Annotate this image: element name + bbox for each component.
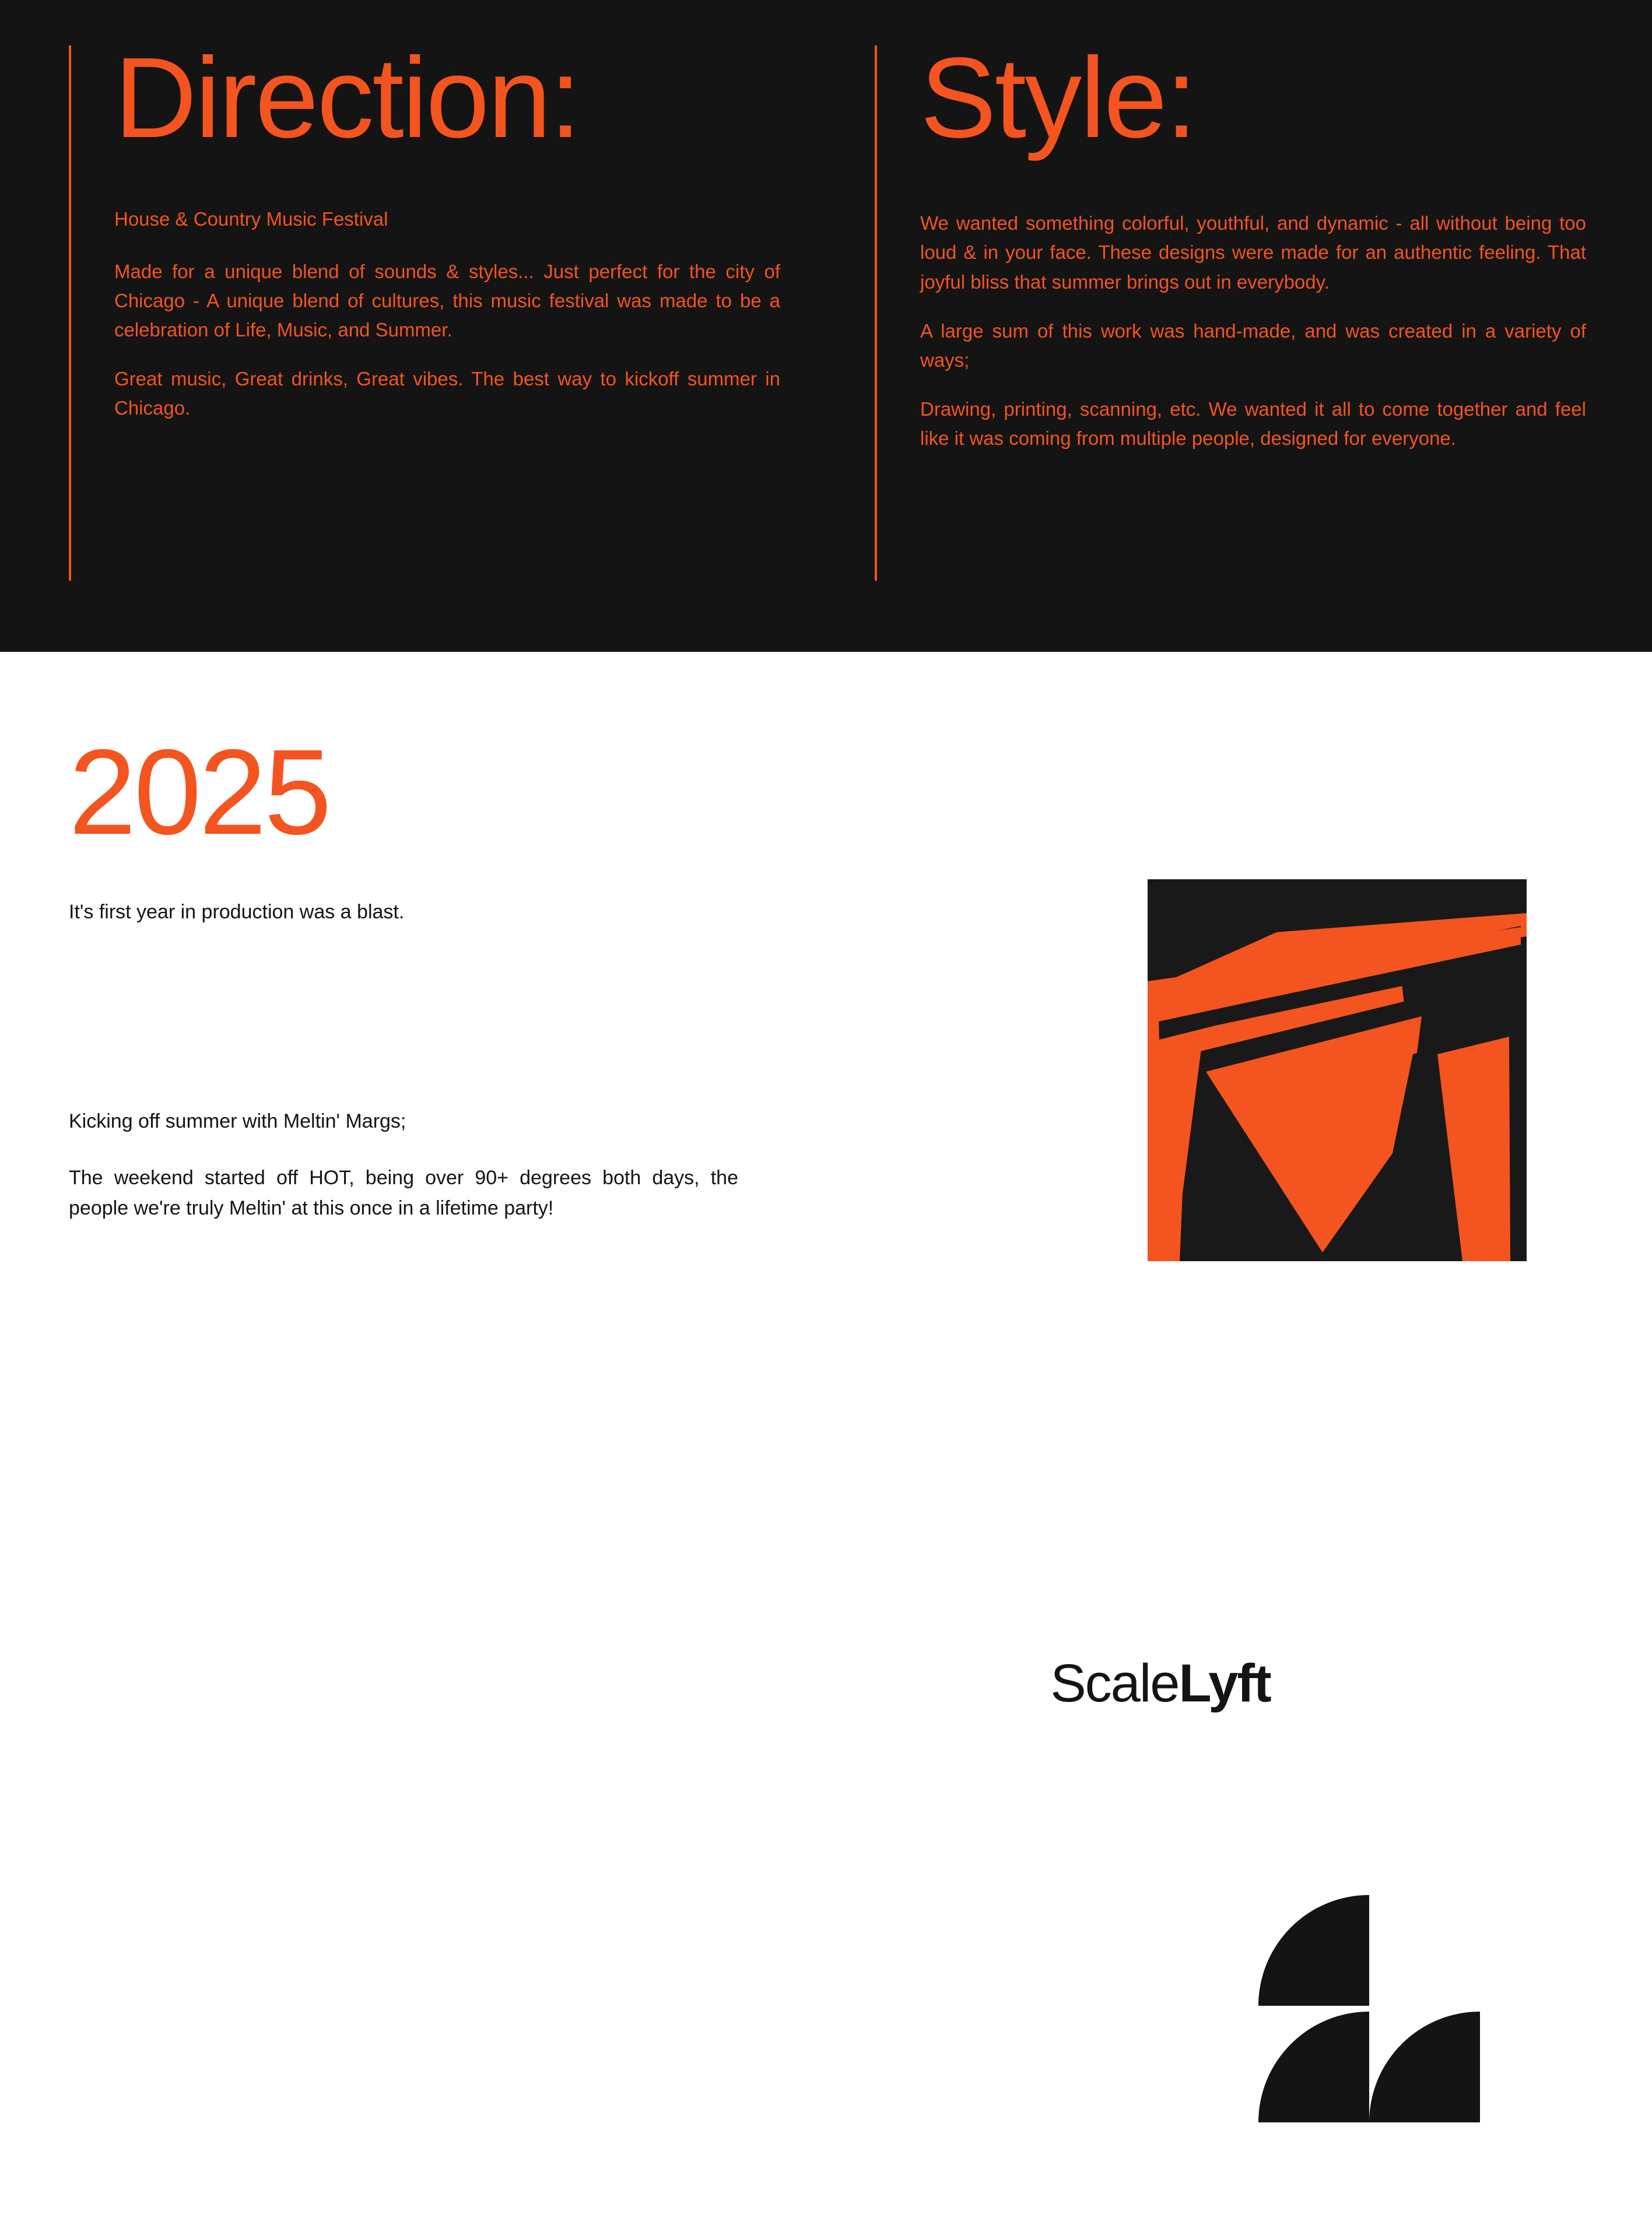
style-title: Style:	[920, 34, 1196, 162]
style-paragraph-3: Drawing, printing, scanning, etc. We wanted it all to come together and feel like it was coming from multiple people, designed for everyone.	[920, 398, 1586, 450]
style-column	[875, 34, 1586, 453]
abstract-orange-black-graphic	[1148, 879, 1527, 1261]
direction-paragraph-1: Made for a unique blend of sounds & styles... Just perfect for the city of Chicago - A unique blend of cultures, this music festival was made to be a celebration of Life, Music, and Summer.	[114, 260, 780, 341]
brand-wordmark-light: Scale	[1050, 1654, 1179, 1713]
direction-accent-rule	[69, 45, 71, 581]
production-paragraph-a: Kicking off summer with Meltin' Margs;	[69, 1110, 406, 1132]
production-year: 2025	[69, 725, 329, 860]
scalelyft-logo-mark	[1253, 1895, 1480, 2128]
direction-column	[69, 34, 780, 423]
style-paragraph-2: A large sum of this work was hand-made, and was created in a variety of ways;	[920, 320, 1586, 371]
production-paragraph-b: The weekend started off HOT, being over 90+ degrees both days, the people we're truly Meltin' at this once in a lifetime party!	[69, 1167, 738, 1219]
direction-paragraph-2: Great music, Great drinks, Great vibes. The best way to kickoff summer in Chicago.	[114, 368, 780, 419]
direction-title: Direction:	[114, 34, 580, 162]
brand-wordmark-bold: Lyft	[1179, 1654, 1271, 1713]
production-caption: It's first year in production was a blast.	[69, 901, 405, 923]
direction-subtitle: House & Country Music Festival	[114, 208, 388, 230]
dark-header-panel	[0, 0, 1652, 652]
brand-wordmark	[956, 1653, 1365, 1714]
style-accent-rule	[875, 45, 877, 581]
style-paragraph-1: We wanted something colorful, youthful, and dynamic - all without being too loud & in your face. These designs were made for an authentic feeling. That joyful bliss that summer brings out in everybody.	[920, 212, 1586, 293]
